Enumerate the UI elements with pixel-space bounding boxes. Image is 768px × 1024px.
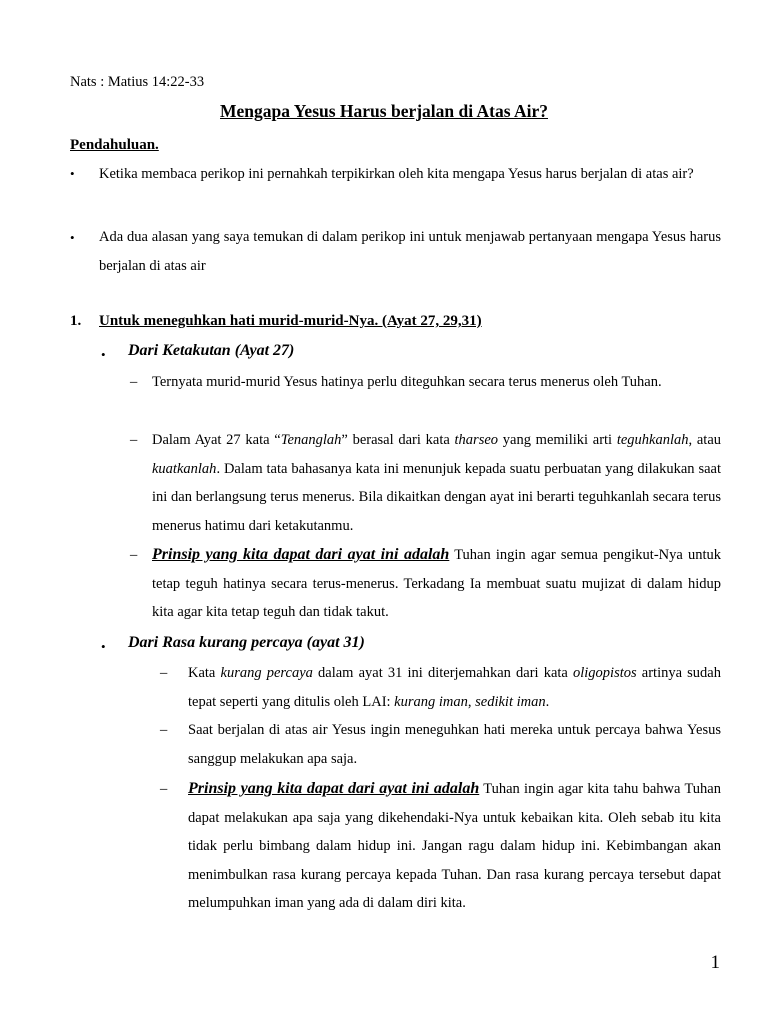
section-number: 1.: [70, 313, 82, 329]
principle-label: Prinsip yang kita dapat dari ayat ini adalah: [152, 546, 450, 563]
dash-icon: –: [160, 781, 168, 797]
list-item: Prinsip yang kita dapat dari ayat ini adalah Tuhan ingin agar semua pengikut-Nya untuk tetap teguh hatinya secara terus-menerus. Terkadang Ia membuat suatu mujizat di dalam hidup kita agar kita tetap teguh dan tidak takut.: [152, 546, 721, 621]
list-item: Saat berjalan di atas air Yesus ingin meneguhkan hati mereka untuk percaya bahwa Yesus sanggup melakukan apa saja.: [188, 722, 721, 767]
bullet-icon: •: [101, 639, 106, 654]
subsection-heading: Dari Ketakutan (Ayat 27): [128, 342, 295, 359]
bullet-icon: •: [70, 166, 75, 181]
principle-label: Prinsip yang kita dapat dari ayat ini adalah: [188, 780, 480, 797]
section-heading: Untuk meneguhkan hati murid-murid-Nya. (Ayat 27, 29,31): [99, 313, 482, 329]
list-item: Prinsip yang kita dapat dari ayat ini adalah Tuhan ingin agar kita tahu bahwa Tuhan dapat melakukan apa saja yang dikehendaki-Nya untuk kebaikan kita. Oleh sebab itu kita tidak perlu bimbang dalam hidup ini. Jangan ragu dalam hidup ini. Kebimbangan akan menimbulkan rasa kurang percaya kepada Tuhan. Dan rasa kurang percaya tersebut dapat melumpuhkan iman yang ada di dalam diri kita.: [188, 780, 721, 912]
bullet-icon: •: [101, 347, 106, 362]
dash-icon: –: [130, 547, 138, 563]
subsection-heading: Dari Rasa kurang percaya (ayat 31): [128, 634, 365, 651]
page-title: Mengapa Yesus Harus berjalan di Atas Air?: [220, 101, 548, 121]
dash-icon: –: [160, 722, 168, 738]
dash-icon: –: [130, 374, 138, 390]
intro-item: Ketika membaca perikop ini pernahkah terpikirkan oleh kita mengapa Yesus harus berjalan di atas air?: [99, 166, 694, 182]
list-item: Kata kurang percaya dalam ayat 31 ini diterjemahkan dari kata oligopistos artinya sudah tepat seperti yang ditulis oleh LAI: kurang iman, sedikit iman.: [188, 665, 721, 710]
list-item: Dalam Ayat 27 kata “Tenanglah” berasal dari kata tharseo yang memiliki arti teguhkanlah, atau kuatkanlah. Dalam tata bahasanya kata ini menunjuk kepada suatu perbuatan yang dilakukan saat ini dan berlangsung terus menerus. Bila dikaitkan dengan ayat ini berarti teguhkanlah secara terus menerus hatimu dari ketakutanmu.: [152, 432, 722, 534]
intro-item: Ada dua alasan yang saya temukan di dalam perikop ini untuk menjawab pertanyaan mengapa Yesus harus berjalan di atas air: [99, 229, 721, 274]
list-item: Ternyata murid-murid Yesus hatinya perlu diteguhkan secara terus menerus oleh Tuhan.: [152, 374, 662, 390]
bullet-icon: •: [70, 230, 75, 245]
intro-heading: Pendahuluan.: [70, 137, 159, 153]
dash-icon: –: [130, 432, 138, 448]
scripture-reference: Nats : Matius 14:22-33: [70, 74, 205, 90]
page-number: 1: [710, 952, 720, 973]
dash-icon: –: [160, 665, 168, 681]
